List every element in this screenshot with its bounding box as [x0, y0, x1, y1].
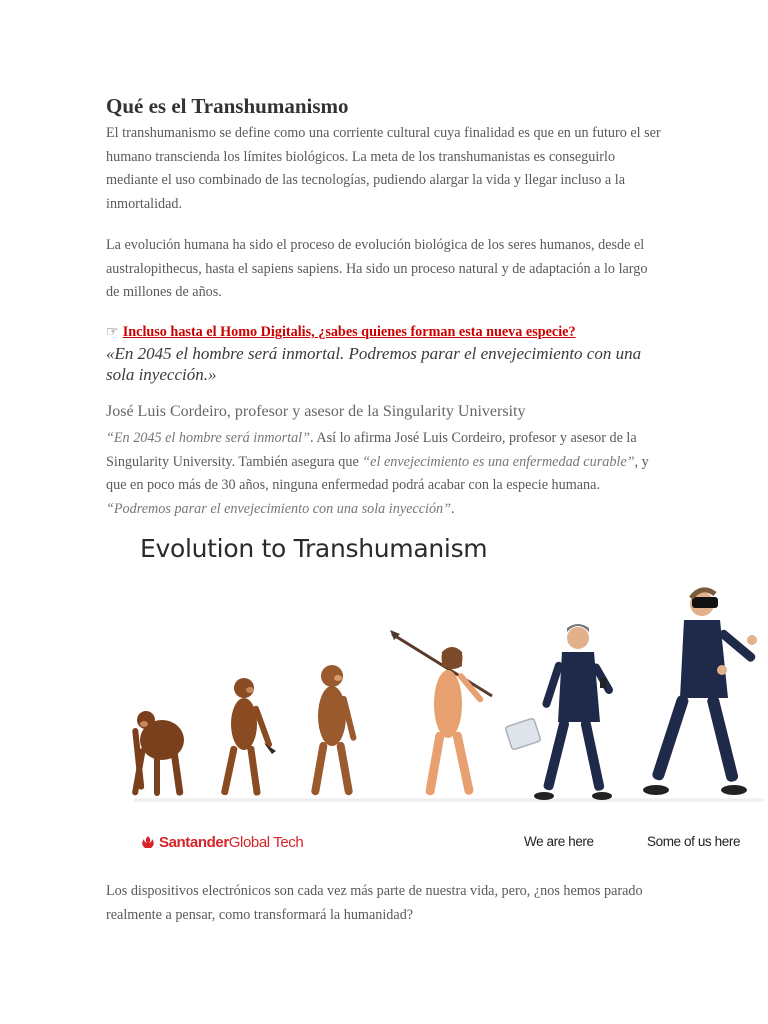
modern-man-figure — [505, 624, 614, 800]
homo-sapiens-figure — [390, 630, 492, 796]
intro-paragraph: El transhumanismo se define como una corriente cultural cuya finalidad es que en un futuro el ser humano transcienda los límites biológicos. La meta de los transhumanistas es conseguirlo mediante el uso combinado de las tecnologías, pudiendo alargar la vida y llegar incluso a la inmortalidad. — [106, 125, 661, 212]
label-some-of-us-here: Some of us here — [647, 834, 741, 849]
text-fragment-1: . Así lo afirma José Luis Cordeiro, profesor y asesor de la Singularity University. También asegura que — [106, 430, 637, 470]
closing-paragraph: Los dispositivos electrónicos son cada vez más parte de nuestra vida, pero, ¿nos hemos parado realmente a pensar, como transformará la humanidad? — [106, 883, 643, 923]
related-link-line — [106, 324, 576, 341]
text-fragment-3: . — [451, 500, 455, 517]
page-title: Qué es el Transhumanismo — [106, 94, 349, 118]
brand-name-rest: Global Tech — [228, 834, 304, 851]
text-fragment-2: , y que en poco más de 30 años, ninguna enfermedad podrá acabar con la especie humana. — [106, 453, 649, 493]
santander-brand-logo — [140, 834, 303, 851]
quote-fragment-2: “el envejecimiento es una enfermedad curable” — [362, 453, 635, 470]
quote-author: José Luis Cordeiro, profesor y asesor de la Singularity University — [106, 403, 526, 420]
cordeiro-paragraph — [106, 427, 662, 521]
evolution-paragraph: La evolución humana ha sido el proceso de evolución biológica de los seres humanos, desde el australopithecus, hasta el sapiens sapiens. Ha sido un proceso natural y de adaptación a lo largo de millones de años. — [106, 237, 648, 300]
pull-quote: «En 2045 el hombre será inmortal. Podremos parar el envejecimiento con una sola inyección.» — [106, 344, 642, 384]
homo-erectus-figure — [311, 665, 357, 796]
evolution-illustration — [104, 578, 768, 808]
pointing-hand-icon: ☞ — [106, 324, 119, 340]
evolution-infographic — [104, 528, 768, 868]
australopithecus-figure — [221, 678, 276, 796]
label-we-are-here: We are here — [524, 834, 594, 849]
transhuman-figure — [643, 590, 757, 795]
quote-fragment-1: “En 2045 el hombre será inmortal” — [106, 430, 311, 446]
infographic-title: Evolution to Transhumanism — [140, 534, 488, 563]
homo-digitalis-link[interactable]: Incluso hasta el Homo Digitalis, ¿sabes quienes forman esta nueva especie? — [122, 324, 576, 340]
ape-figure — [132, 711, 184, 796]
quote-fragment-3: “Podremos parar el envejecimiento con una sola inyección” — [106, 500, 452, 517]
brand-name-bold: Santander — [159, 834, 229, 851]
santander-flame-icon — [140, 836, 156, 850]
